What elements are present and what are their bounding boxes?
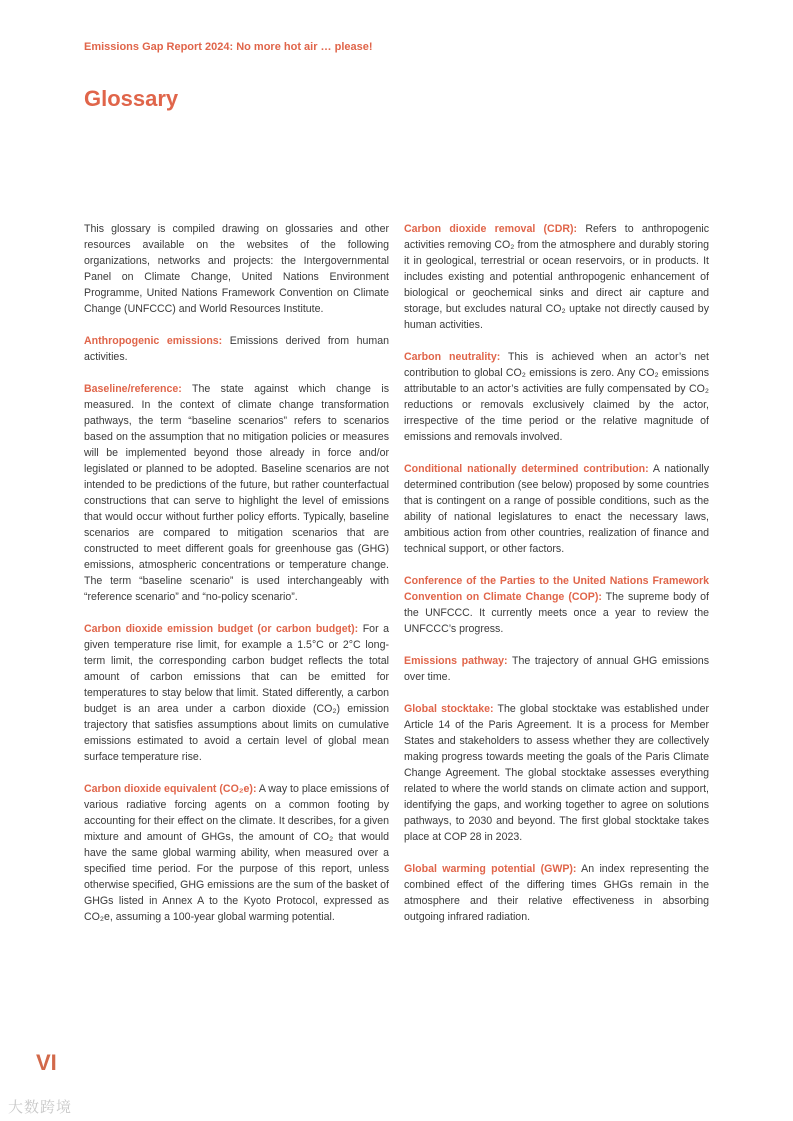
glossary-term: Carbon dioxide removal (CDR): <box>404 223 578 235</box>
glossary-term: Carbon neutrality: <box>404 351 501 363</box>
watermark: 大数跨境 <box>8 1099 73 1116</box>
glossary-entry <box>404 573 709 637</box>
running-header: Emissions Gap Report 2024: No more hot air … please! <box>84 41 373 53</box>
glossary-term: Anthropogenic emissions: <box>84 335 223 347</box>
glossary-entry <box>84 381 389 605</box>
glossary-term: Baseline/reference: <box>84 383 182 395</box>
glossary-definition: The supreme body of the UNFCCC. It currently meets once a year to review the UNFCCC’s progress. <box>404 591 709 635</box>
glossary-definition: An index representing the combined effect of the differing times GHGs remain in the atmosphere and their relative effectiveness in absorbing outgoing infrared radiation. <box>404 863 709 923</box>
glossary-entry <box>84 333 389 365</box>
glossary-entry <box>404 349 709 445</box>
page-title: Glossary <box>84 86 179 111</box>
glossary-definition: This is achieved when an actor’s net contribution to global CO₂ emissions is zero. Any CO₂ emissions attributable to an actor’s activities are fully compensated by CO₂ reductions or removals exclusively claimed by the actor, irrespective of the time period or the relative magnitude of emissions and removals involved. <box>404 351 709 443</box>
glossary-entry <box>404 653 709 685</box>
glossary-term: Emissions pathway: <box>404 655 508 667</box>
glossary-definition: The trajectory of annual GHG emissions over time. <box>404 655 709 683</box>
glossary-term: Carbon dioxide emission budget (or carbon budget): <box>84 623 359 635</box>
glossary-entry <box>404 461 709 557</box>
glossary-entry <box>404 221 709 333</box>
glossary-column-left <box>84 221 389 941</box>
glossary-entry <box>404 701 709 845</box>
glossary-entry <box>84 781 389 925</box>
glossary-entry <box>84 621 389 765</box>
glossary-definition: A way to place emissions of various radiative forcing agents on a common footing by accounting for their effect on the climate. It describes, for a given mixture and amount of GHGs, the amount of CO₂ that would have the same global warming ability, when measured over a specified time period. For the purpose of this report, unless otherwise specified, GHG emissions are the sum of the basket of GHGs listed in Annex A to the Kyoto Protocol, expressed as CO₂e, assuming a 100-year global warming potential. <box>84 783 389 923</box>
glossary-definition: Emissions derived from human activities. <box>84 335 389 363</box>
page-number: VI <box>36 1050 57 1075</box>
glossary-definition: Refers to anthropogenic activities removing CO₂ from the atmosphere and durably storing it in geological, terrestrial or ocean reservoirs, or in products. It includes existing and potential anthropogenic enhancement of biological or geochemical sinks and direct air capture and storage, but excludes natural CO₂ uptake not directly caused by human activities. <box>404 223 709 331</box>
glossary-term: Conference of the Parties to the United Nations Framework Convention on Climate Change (COP): <box>404 575 709 603</box>
glossary-column-right <box>404 221 709 941</box>
glossary-term: Carbon dioxide equivalent (CO₂e): <box>84 783 257 795</box>
glossary-definition: For a given temperature rise limit, for example a 1.5°C or 2°C long-term limit, the corresponding carbon budget reflects the total amount of carbon emissions that can be emitted for temperatures to stay below that limit. Stated differently, a carbon budget is an area under a carbon dioxide (CO₂) emission trajectory that satisfies assumptions about limits on cumulative emissions estimated to avoid a certain level of global mean surface temperature rise. <box>84 623 389 763</box>
glossary-entry <box>404 861 709 925</box>
glossary-definition: A nationally determined contribution (see below) proposed by some countries that is contingent on a range of possible conditions, such as the ability of national legislatures to enact the necessary laws, ambitious action from other countries, realization of finance and technical support, or other factors. <box>404 463 709 555</box>
glossary-intro: This glossary is compiled drawing on glossaries and other resources available on the websites of the following organizations, networks and projects: the Intergovernmental Panel on Climate Change, United Nations Environment Programme, United Nations Framework Convention on Climate Change (UNFCCC) and World Resources Institute. <box>84 223 389 315</box>
glossary-definition: The global stocktake was established under Article 14 of the Paris Agreement. It is a process for Member States and stakeholders to assess whether they are collectively making progress towards meeting the goals of the Paris Climate Change Agreement. The global stocktake assesses everything related to where the world stands on climate action and support, identifying the gaps, and working together to agree on solutions pathways, to 2030 and beyond. The first global stocktake takes place at COP 28 in 2023. <box>404 703 709 843</box>
glossary-definition: The state against which change is measured. In the context of climate change transformation pathways, the term “baseline scenarios” refers to scenarios based on the assumption that no mitigation policies or measures will be implemented beyond those already in force and/or legislated or planned to be adopted. Baseline scenarios are not intended to be predictions of the future, but rather counterfactual constructions that can serve to highlight the level of emissions that would occur without further policy efforts. Typically, baseline scenarios are compared to mitigation scenarios that are constructed to meet different goals for greenhouse gas (GHG) emissions, atmospheric concentrations or temperature change. The term “baseline scenario” is used interchangeably with “reference scenario” and “no-policy scenario”. <box>84 383 389 603</box>
glossary-term: Conditional nationally determined contribution: <box>404 463 649 475</box>
glossary-term: Global warming potential (GWP): <box>404 863 577 875</box>
glossary-term: Global stocktake: <box>404 703 494 715</box>
